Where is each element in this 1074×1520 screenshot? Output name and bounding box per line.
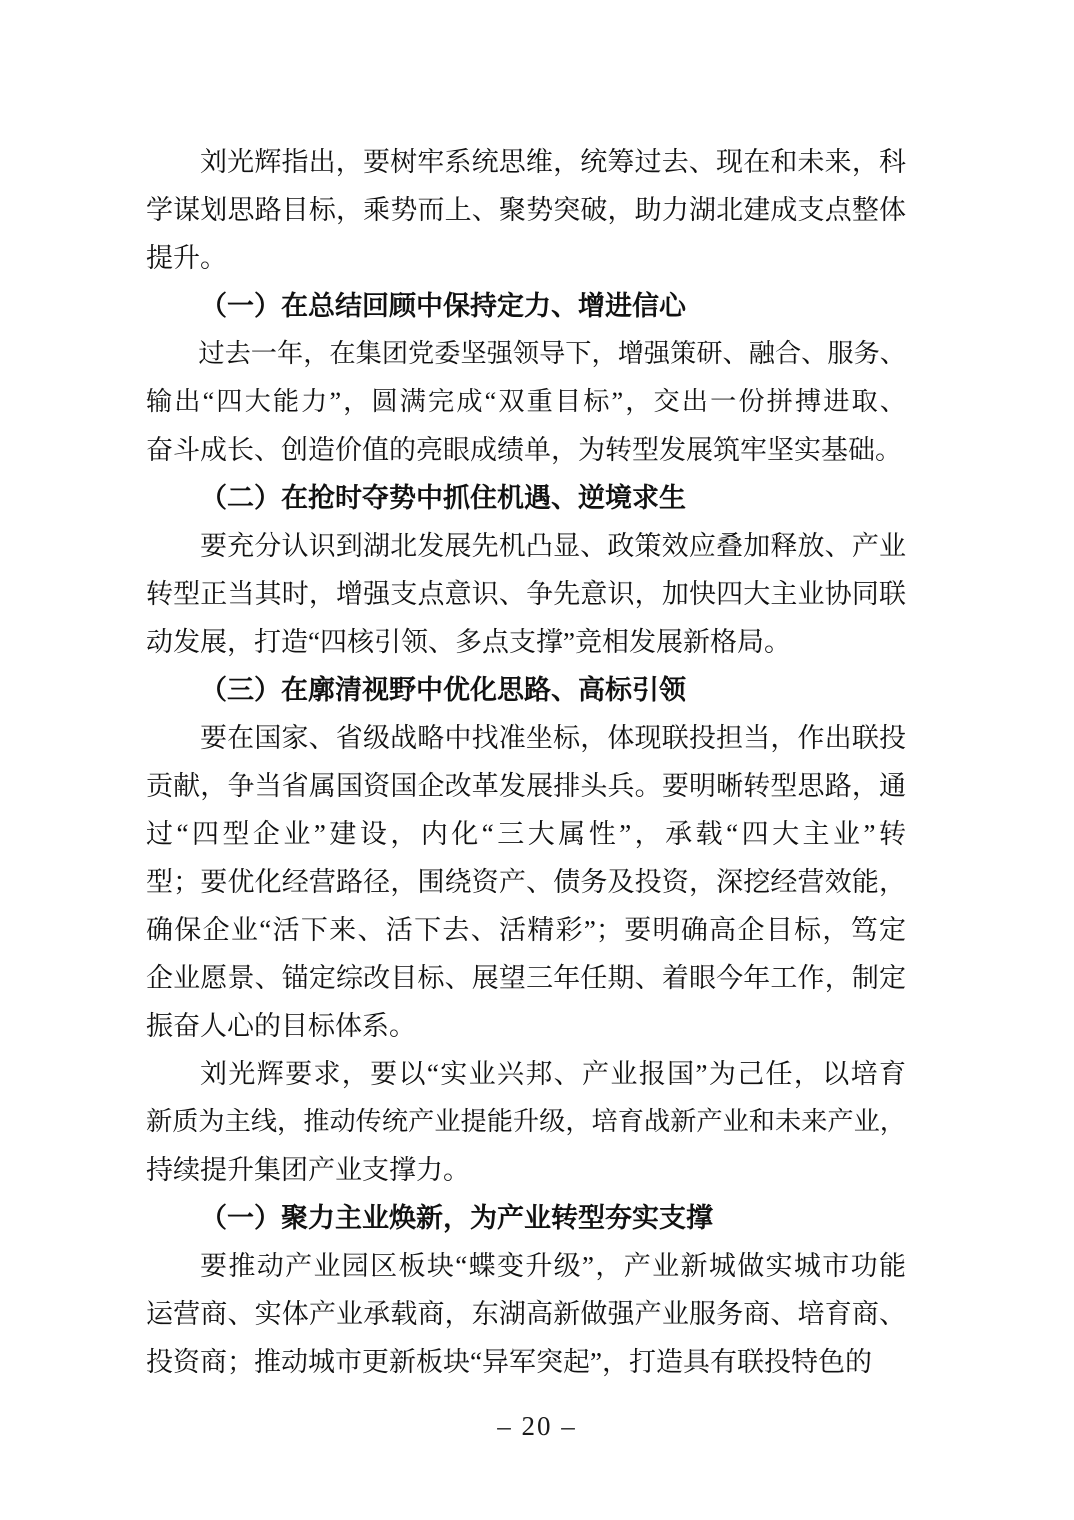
section-heading-line: （三）在廓清视野中优化思路、高标引领 [200,675,686,705]
section-heading-line: （一）聚力主业焕新，为产业转型夯实支撑 [200,1203,713,1233]
paragraph-line: 过去一年，在集团党委坚强领导下，增强策研、融合、服务、 [198,339,906,368]
paragraph-line: 企业愿景、锚定综改目标、展望三年任期、着眼今年工作，制定 [146,963,906,993]
paragraph-line: 奋斗成长、创造价值的亮眼成绩单，为转型发展筑牢坚实基础。 [146,435,902,465]
paragraph-line: 提升。 [146,243,227,273]
paragraph-line: 刘光辉要求，要以“实业兴邦、产业报国”为己任，以培育 [200,1059,906,1089]
paragraph-line: 动发展，打造“四核引领、多点支撑”竞相发展新格局。 [146,627,791,657]
paragraph-line: 要充分认识到湖北发展先机凸显、政策效应叠加释放、产业 [200,531,906,561]
paragraph-line: 确保企业“活下来、活下去、活精彩”；要明确高企目标，笃定 [146,915,906,945]
document-body [146,138,906,1386]
page-number: – 20 – [497,1411,577,1441]
paragraph-line: 振奋人心的目标体系。 [146,1011,416,1041]
paragraph-line: 学谋划思路目标，乘势而上、聚势突破，助力湖北建成支点整体 [146,195,906,225]
paragraph-line: 刘光辉指出，要树牢系统思维，统筹过去、现在和未来，科 [200,147,906,177]
paragraph-line: 过“四型企业”建设，内化“三大属性”，承载“四大主业”转 [146,819,906,849]
paragraph-line: 要在国家、省级战略中找准坐标，体现联投担当，作出联投 [200,723,906,753]
paragraph-line: 转型正当其时，增强支点意识、争先意识，加快四大主业协同联 [146,579,906,609]
paragraph-line: 要推动产业园区板块“蝶变升级”，产业新城做实城市功能 [200,1251,906,1281]
paragraph-line: 贡献，争当省属国资国企改革发展排头兵。要明晰转型思路，通 [146,771,906,801]
paragraph-line: 持续提升集团产业支撑力。 [146,1155,470,1185]
paragraph-line: 新质为主线，推动传统产业提能升级，培育战新产业和未来产业， [146,1107,906,1136]
section-heading-line: （二）在抢时夺势中抓住机遇、逆境求生 [200,483,686,513]
section-heading-line: （一）在总结回顾中保持定力、增进信心 [200,291,686,321]
paragraph-line: 输出“四大能力”，圆满完成“双重目标”，交出一份拼搏进取、 [146,387,906,416]
paragraph-line: 运营商、实体产业承载商，东湖高新做强产业服务商、培育商、 [146,1299,906,1329]
paragraph-line: 型；要优化经营路径，围绕资产、债务及投资，深挖经营效能， [146,867,906,897]
paragraph-line: 投资商；推动城市更新板块“异军突起”，打造具有联投特色的 [146,1347,872,1377]
